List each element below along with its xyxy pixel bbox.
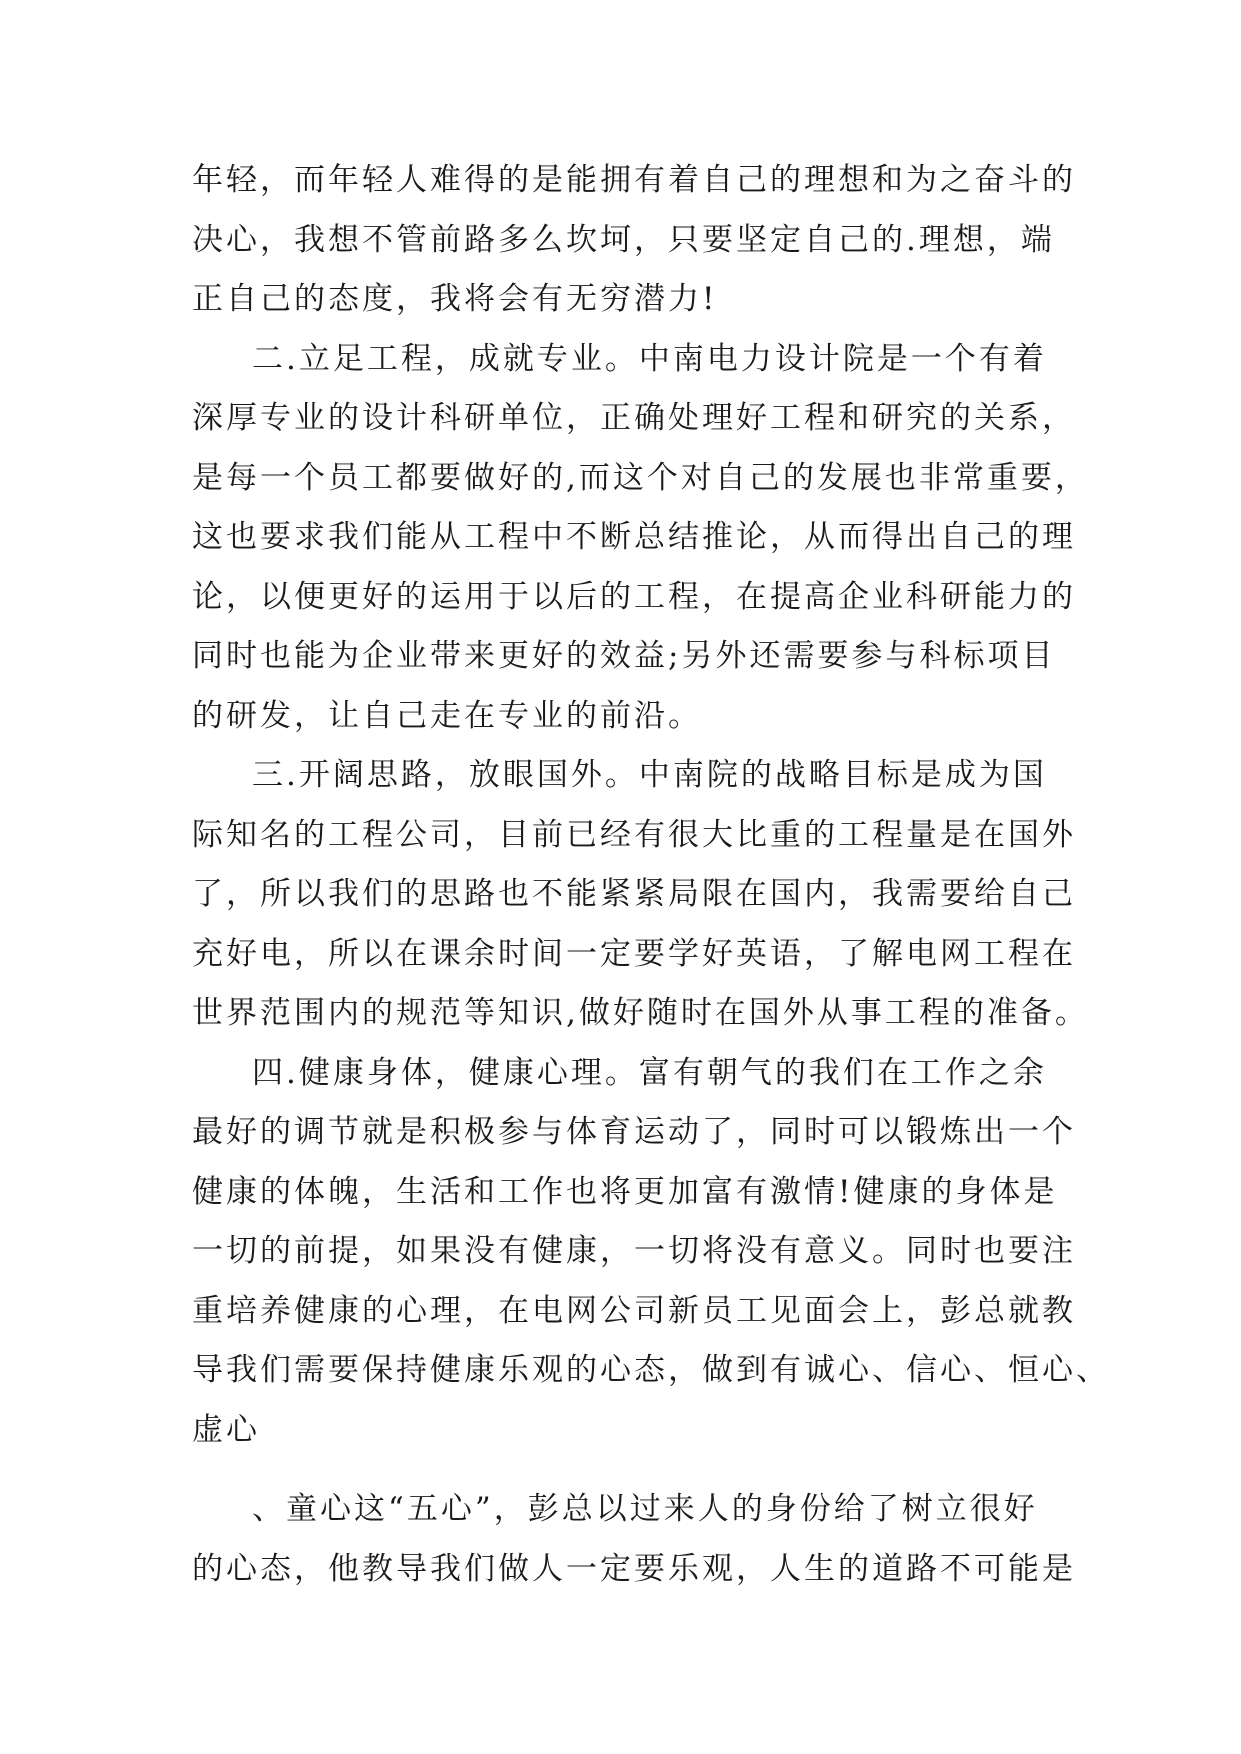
text-line: 正自己的态度，我将会有无穷潜力! <box>192 281 718 317</box>
text-line: 最好的调节就是积极参与体育运动了，同时可以锻炼出一个 <box>192 1114 1076 1150</box>
paragraph-gap <box>192 1469 1052 1489</box>
text-line: 世界范围内的规范等知识,做好随时在国外从事工程的准备。 <box>192 995 1089 1031</box>
text-line: 深厚专业的设计科研单位，正确处理好工程和研究的关系， <box>192 400 1076 436</box>
text-line: 的研发，让自己走在专业的前沿。 <box>192 697 702 734</box>
text-line: 一切的前提，如果没有健康，一切将没有意义。同时也要注 <box>192 1233 1076 1269</box>
text-line: 是每一个员工都要做好的,而这个对自己的发展也非常重要， <box>192 459 1089 496</box>
text-line: 充好电，所以在课余时间一定要学好英语，了解电网工程在 <box>192 935 1076 972</box>
text-line: 同时也能为企业带来更好的效益;另外还需要参与科标项目 <box>192 638 1056 674</box>
section-heading-line: 四.健康身体，健康心理。富有朝气的我们在工作之余 <box>252 1054 1047 1091</box>
text-line: 了，所以我们的思路也不能紧紧局限在国内，我需要给自己 <box>192 876 1076 912</box>
text-line: 、童心这“五心”，彭总以过来人的身份给了树立很好 <box>252 1491 1038 1527</box>
text-line: 重培养健康的心理，在电网公司新员工见面会上，彭总就教 <box>192 1292 1076 1329</box>
text-line: 导我们需要保持健康乐观的心态，做到有诚心、信心、恒心、 <box>192 1352 1110 1388</box>
text-line: 这也要求我们能从工程中不断总结推论，从而得出自己的理 <box>192 519 1076 555</box>
text-line: 的心态，他教导我们做人一定要乐观，人生的道路不可能是 <box>192 1550 1076 1587</box>
text-line: 年轻，而年轻人难得的是能拥有着自己的理想和为之奋斗的 <box>192 162 1076 198</box>
text-line: 决心，我想不管前路多么坎坷，只要坚定自己的.理想，端 <box>192 221 1055 258</box>
section-heading-line: 三.开阔思路，放眼国外。中南院的战略目标是成为国 <box>252 757 1047 793</box>
text-line: 虚心 <box>192 1411 260 1448</box>
text-line: 际知名的工程公司，目前已经有很大比重的工程量是在国外 <box>192 816 1076 853</box>
section-heading-line: 二.立足工程，成就专业。中南电力设计院是一个有着 <box>252 340 1047 377</box>
text-line: 健康的体魄，生活和工作也将更加富有激情!健康的身体是 <box>192 1173 1058 1210</box>
body-text <box>192 160 1110 1608</box>
text-line: 论，以便更好的运用于以后的工程，在提高企业科研能力的 <box>192 578 1076 615</box>
